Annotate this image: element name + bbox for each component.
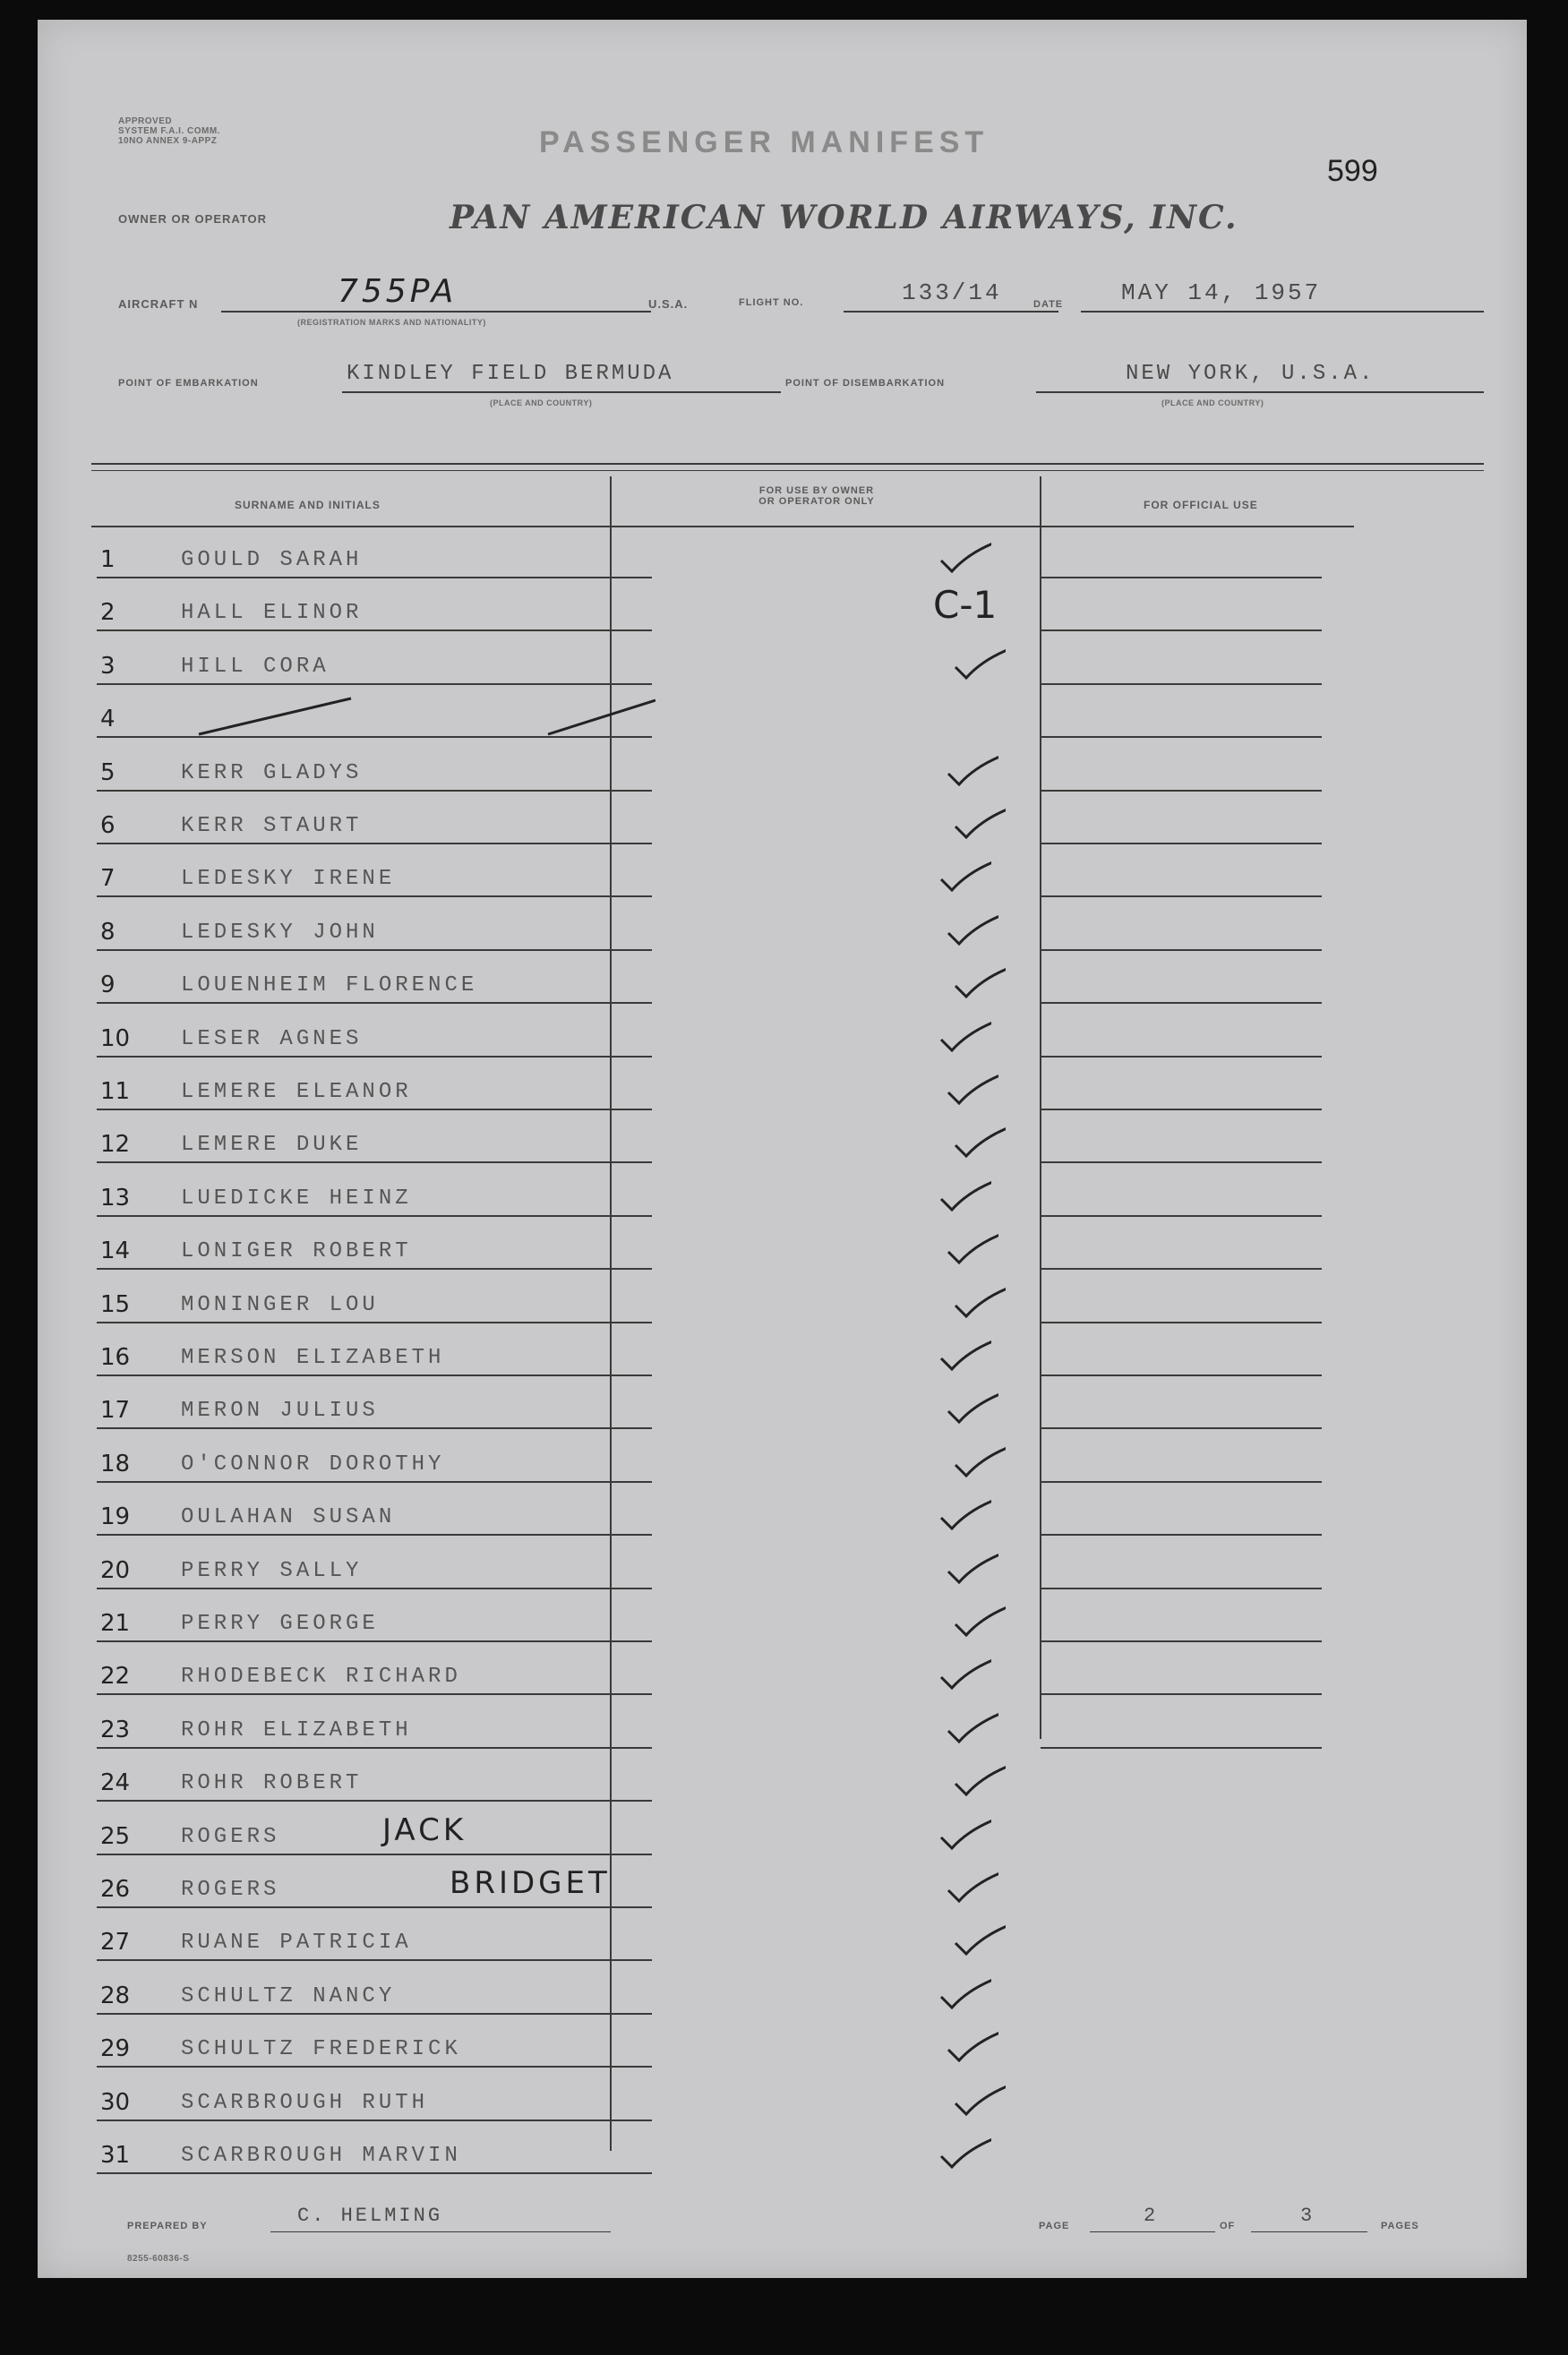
registration-note: (REGISTRATION MARKS AND NATIONALITY)	[297, 318, 486, 327]
official-row-line	[1041, 736, 1322, 738]
official-row-line	[1041, 790, 1322, 792]
page-label: PAGE	[1039, 2221, 1070, 2231]
row-number: 3	[100, 652, 116, 680]
check-mark-icon	[952, 2082, 1006, 2116]
official-row-line	[1041, 1374, 1322, 1376]
passenger-name: PERRY GEORGE	[181, 1612, 379, 1636]
page-value: 2	[1144, 2205, 1159, 2227]
row-number: 14	[100, 1237, 131, 1265]
disembarkation-value: NEW YORK, U.S.A.	[1126, 362, 1375, 386]
of-label: OF	[1220, 2221, 1236, 2231]
official-row-line	[1041, 1322, 1322, 1323]
place-note: (PLACE AND COUNTRY)	[490, 398, 593, 407]
column-surname: SURNAME AND INITIALS	[235, 499, 381, 511]
row-number: 8	[100, 918, 116, 946]
official-row-line	[1041, 683, 1322, 685]
row-line	[97, 1002, 652, 1004]
row-line	[97, 1959, 652, 1961]
passenger-name: SCHULTZ FREDERICK	[181, 2037, 461, 2062]
passenger-name: LONIGER ROBERT	[181, 1239, 412, 1264]
passenger-name: GOULD SARAH	[181, 548, 363, 572]
passenger-name: LEDESKY JOHN	[181, 920, 379, 945]
row-number: 27	[100, 1929, 131, 1957]
owner-label: OWNER OR OPERATOR	[118, 212, 268, 226]
row-number: 5	[100, 758, 116, 786]
passenger-name: MERSON ELIZABETH	[181, 1346, 445, 1370]
passenger-name: LOUENHEIM FLORENCE	[181, 973, 478, 998]
prepared-label: PREPARED BY	[127, 2221, 208, 2231]
passenger-name: SCARBROUGH RUTH	[181, 2090, 429, 2115]
row-number: 13	[100, 1184, 131, 1212]
passenger-name: RHODEBECK RICHARD	[181, 1665, 461, 1690]
row-number: 28	[100, 1982, 131, 2009]
stamp-line: 10NO ANNEX 9-APPZ	[118, 136, 218, 146]
passenger-name: LUEDICKE HEINZ	[181, 1186, 412, 1211]
row-number: 2	[100, 599, 116, 627]
check-mark-icon	[938, 1337, 991, 1371]
row-line	[97, 2066, 652, 2068]
passenger-name: MONINGER LOU	[181, 1292, 379, 1317]
official-row-line	[1041, 1481, 1322, 1483]
usa-label: U.S.A.	[648, 297, 689, 311]
row-number: 12	[100, 1131, 131, 1159]
row-line	[97, 1427, 652, 1429]
passenger-name: LEMERE ELEANOR	[181, 1080, 412, 1104]
row-number: 1	[100, 546, 116, 573]
check-mark-icon	[952, 1284, 1006, 1318]
check-mark-icon	[938, 1975, 991, 2009]
row-number: 29	[100, 2035, 131, 2063]
check-mark-icon	[938, 2135, 991, 2169]
row-number: 25	[100, 1822, 131, 1850]
passenger-name: SCHULTZ NANCY	[181, 1983, 396, 2008]
row-line	[97, 1747, 652, 1749]
embarkation-label: POINT OF EMBARKATION	[118, 378, 259, 389]
aircraft-label: AIRCRAFT N	[118, 297, 199, 311]
row-line	[97, 1215, 652, 1217]
official-row-line	[1041, 1427, 1322, 1429]
check-mark-icon	[945, 912, 998, 946]
handwritten-given-name: JACK	[382, 1811, 467, 1848]
row-number: 22	[100, 1663, 131, 1691]
passenger-name: HALL ELINOR	[181, 601, 363, 626]
official-row-line	[1041, 895, 1322, 897]
row-number: 20	[100, 1556, 131, 1584]
row-line	[97, 2172, 652, 2174]
official-row-line	[1041, 949, 1322, 951]
check-mark-icon	[945, 2028, 998, 2062]
row-number: 7	[100, 865, 116, 893]
row-number: 21	[100, 1610, 131, 1637]
check-mark-icon	[952, 1762, 1006, 1796]
row-number: 9	[100, 972, 116, 999]
handwritten-code: C-1	[933, 583, 998, 628]
stamp-line: APPROVED	[118, 116, 173, 126]
check-mark-icon	[938, 1656, 991, 1690]
row-number: 11	[100, 1078, 131, 1105]
row-line	[97, 1534, 652, 1536]
row-line	[97, 629, 652, 631]
check-mark-icon	[938, 1496, 991, 1530]
approval-stamp	[118, 116, 220, 146]
official-row-line	[1041, 1109, 1322, 1110]
place-note: (PLACE AND COUNTRY)	[1161, 398, 1264, 407]
official-row-line	[1041, 1640, 1322, 1642]
prepared-by: C. HELMING	[297, 2205, 443, 2227]
row-number: 24	[100, 1769, 131, 1797]
column-official: FOR OFFICIAL USE	[1144, 499, 1258, 511]
flight-date: MAY 14, 1957	[1121, 279, 1322, 306]
strike-through-icon	[190, 695, 655, 740]
row-number: 15	[100, 1290, 131, 1318]
stamp-line: SYSTEM F.A.I. COMM.	[118, 126, 220, 136]
check-mark-icon	[952, 1603, 1006, 1637]
official-row-line	[1041, 1056, 1322, 1058]
check-mark-icon	[952, 964, 1006, 998]
row-number: 23	[100, 1716, 131, 1743]
check-mark-icon	[952, 1443, 1006, 1477]
passenger-name: LEDESKY IRENE	[181, 867, 396, 892]
check-mark-icon	[952, 1124, 1006, 1158]
official-row-line	[1041, 1534, 1322, 1536]
official-row-line	[1041, 1215, 1322, 1217]
manifest-sheet	[38, 20, 1527, 2278]
row-line	[97, 1268, 652, 1270]
row-line	[97, 1800, 652, 1802]
of-value: 3	[1300, 2205, 1315, 2227]
passenger-name: PERRY SALLY	[181, 1558, 363, 1583]
official-row-line	[1041, 1161, 1322, 1163]
form-title: PASSENGER MANIFEST	[539, 125, 990, 159]
official-row-line	[1041, 1588, 1322, 1589]
passenger-name: RUANE PATRICIA	[181, 1931, 412, 1956]
check-mark-icon	[938, 1178, 991, 1212]
row-line	[97, 949, 652, 951]
passenger-name: KERR GLADYS	[181, 760, 363, 785]
row-line	[97, 790, 652, 792]
row-line	[97, 1481, 652, 1483]
row-number: 19	[100, 1503, 131, 1531]
check-mark-icon	[945, 1230, 998, 1264]
row-number: 10	[100, 1024, 131, 1052]
aircraft-registration: 755PA	[338, 273, 458, 310]
date-label: DATE	[1033, 299, 1064, 310]
row-line	[97, 1109, 652, 1110]
check-mark-icon	[945, 1550, 998, 1584]
check-mark-icon	[938, 858, 991, 892]
column-owner-use-line: FOR USE BY OWNER	[758, 485, 875, 496]
official-row-line	[1041, 1002, 1322, 1004]
embarkation-value: KINDLEY FIELD BERMUDA	[347, 362, 674, 386]
flight-number: 133/14	[902, 279, 1002, 306]
check-mark-icon	[938, 539, 991, 573]
pages-label: PAGES	[1381, 2221, 1419, 2231]
official-row-line	[1041, 629, 1322, 631]
row-line	[97, 1322, 652, 1323]
official-row-line	[1041, 577, 1322, 578]
check-mark-icon	[945, 1071, 998, 1105]
row-line	[97, 2120, 652, 2121]
row-number: 26	[100, 1876, 131, 1903]
row-number: 30	[100, 2088, 131, 2116]
passenger-name: ROHR ELIZABETH	[181, 1717, 412, 1743]
official-row-line	[1041, 1747, 1322, 1749]
row-line	[97, 1161, 652, 1163]
column-owner-use-line: OR OPERATOR ONLY	[758, 496, 875, 507]
check-mark-icon	[938, 1816, 991, 1850]
row-number: 31	[100, 2142, 131, 2169]
disembarkation-label: POINT OF DISEMBARKATION	[785, 378, 946, 389]
row-number: 6	[100, 812, 116, 839]
passenger-name: HILL CORA	[181, 654, 330, 679]
check-mark-icon	[952, 1922, 1006, 1956]
passenger-name: ROGERS	[181, 1878, 280, 1902]
official-row-line	[1041, 1268, 1322, 1270]
row-line	[97, 1374, 652, 1376]
row-number: 17	[100, 1397, 131, 1425]
check-mark-icon	[952, 646, 1006, 680]
row-line	[97, 843, 652, 844]
row-number: 18	[100, 1450, 131, 1477]
passenger-name: LEMERE DUKE	[181, 1133, 363, 1158]
check-mark-icon	[952, 805, 1006, 839]
passenger-name: ROGERS	[181, 1824, 280, 1849]
row-number: 16	[100, 1344, 131, 1371]
flight-label: FLIGHT NO.	[739, 297, 804, 308]
form-number: 8255-60836-S	[127, 2254, 190, 2264]
row-line	[97, 2013, 652, 2015]
row-line	[97, 1056, 652, 1058]
row-line	[97, 1693, 652, 1695]
handwritten-given-name: BRIDGET	[450, 1865, 611, 1901]
row-line	[97, 577, 652, 578]
passenger-name: SCARBROUGH MARVIN	[181, 2144, 461, 2168]
row-line	[97, 683, 652, 685]
check-mark-icon	[945, 1869, 998, 1903]
official-row-line	[1041, 843, 1322, 844]
airline-name: PAN AMERICAN WORLD AIRWAYS, INC.	[450, 199, 1238, 236]
row-line	[97, 895, 652, 897]
row-line	[97, 1640, 652, 1642]
check-mark-icon	[945, 1390, 998, 1424]
check-mark-icon	[945, 752, 998, 786]
passenger-name: OULAHAN SUSAN	[181, 1505, 396, 1530]
official-row-line	[1041, 1693, 1322, 1695]
passenger-name: KERR STAURT	[181, 814, 363, 838]
passenger-name: ROHR ROBERT	[181, 1771, 363, 1796]
row-number: 4	[100, 706, 116, 733]
passenger-name: O'CONNOR DOROTHY	[181, 1452, 445, 1477]
row-line	[97, 1906, 652, 1908]
row-line	[97, 1854, 652, 1855]
passenger-name: LESER AGNES	[181, 1026, 363, 1051]
row-line	[97, 1588, 652, 1589]
check-mark-icon	[945, 1709, 998, 1743]
check-mark-icon	[938, 1018, 991, 1052]
passenger-name: MERON JULIUS	[181, 1399, 379, 1424]
column-owner-use	[727, 485, 906, 507]
page-stamp-number: 599	[1327, 154, 1378, 188]
